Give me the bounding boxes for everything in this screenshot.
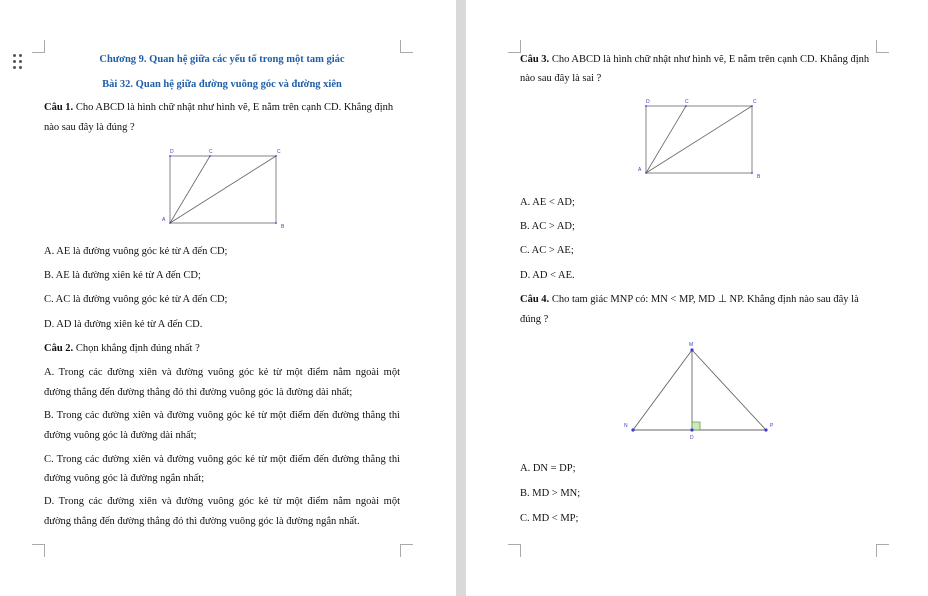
document-page-left <box>0 0 456 596</box>
point-label: D <box>646 99 650 105</box>
option-d-line-2: đường thẳng đến đường thẳng đó thì đường vuông góc là đường ngắn nhất. <box>44 516 360 527</box>
question-label: Câu 3. <box>520 54 550 65</box>
question-1-line-1 <box>44 101 393 115</box>
question-text: Cho ABCD là hình chữ nhật như hình vẽ, E nằm trên cạnh CD. Khẳng định <box>73 102 394 113</box>
point-marker <box>751 172 753 174</box>
point-marker <box>690 348 693 351</box>
option-c-line-1: C. Trong các đường xiên và đường vuông góc kẻ từ một điểm đến đường thẳng thì <box>44 454 400 465</box>
point-marker <box>275 222 277 224</box>
question-label: Câu 4. <box>520 294 550 305</box>
crop-mark <box>400 544 413 557</box>
point-marker <box>645 172 647 174</box>
question-4-line-2: đúng ? <box>520 314 549 325</box>
point-label: N <box>624 423 628 429</box>
question-text: Chọn khẳng định đúng nhất ? <box>73 343 200 354</box>
option-a-line-2: đường thẳng đến đường thẳng đó thì đường vuông góc là đường dài nhất; <box>44 387 353 398</box>
point-label: C <box>277 149 281 155</box>
point-label: A <box>638 167 642 173</box>
question-text: Cho tam giác MNP có: MN < MP, MD ⊥ NP. Khẳng định nào sau đây là <box>549 294 859 305</box>
option-b: B. AE là đường xiên kẻ từ A đến CD; <box>44 270 201 281</box>
point-marker <box>209 155 211 157</box>
chapter-title: Chương 9. Quan hệ giữa các yếu tố trong một tam giác <box>99 54 345 65</box>
option-c: C. AC là đường vuông góc kẻ từ A đến CD; <box>44 294 228 305</box>
crop-mark <box>508 544 521 557</box>
option-b: B. MD > MN; <box>520 488 581 499</box>
option-a: A. DN = DP; <box>520 463 576 474</box>
point-label: B <box>757 174 761 180</box>
point-marker <box>685 105 687 107</box>
point-label: C <box>753 99 757 105</box>
crop-mark <box>32 544 45 557</box>
question-2 <box>44 342 200 356</box>
option-c: C. MD < MP; <box>520 513 579 524</box>
rectangle-figure-q1 <box>160 148 290 230</box>
segment-ac <box>646 106 752 173</box>
point-marker <box>751 105 753 107</box>
triangle-figure-q4 <box>621 340 781 440</box>
option-b-line-2: đường vuông góc là đường dài nhất; <box>44 430 197 441</box>
question-3-line-1 <box>520 53 869 67</box>
option-c: C. AC > AE; <box>520 245 574 256</box>
option-d: D. AD là đường xiên kẻ từ A đến CD. <box>44 319 203 330</box>
point-label: P <box>770 423 774 429</box>
crop-mark <box>400 40 413 53</box>
point-marker <box>631 428 634 431</box>
point-marker <box>169 222 171 224</box>
document-page-right <box>466 0 928 596</box>
right-angle-marker <box>692 422 700 430</box>
point-marker <box>169 155 171 157</box>
point-marker <box>645 105 647 107</box>
point-label: C <box>209 149 213 155</box>
segment-ae <box>170 156 210 223</box>
point-label: M <box>689 342 694 348</box>
lesson-title: Bài 32. Quan hệ giữa đường vuông góc và đường xiên <box>102 79 342 90</box>
point-label: B <box>281 224 285 230</box>
option-d-line-1: D. Trong các đường xiên và đường vuông góc kẻ từ một điểm nằm ngoài một <box>44 496 400 507</box>
page-gutter <box>456 0 466 596</box>
crop-mark <box>508 40 521 53</box>
point-marker <box>690 428 693 431</box>
segment-mp <box>692 350 766 430</box>
point-label: C <box>685 99 689 105</box>
option-c-line-2: đường vuông góc là đường ngắn nhất; <box>44 473 205 484</box>
option-d: D. AD < AE. <box>520 270 575 281</box>
crop-mark <box>876 40 889 53</box>
segment-ac <box>170 156 276 223</box>
point-label: D <box>690 435 694 441</box>
option-b: B. AC > AD; <box>520 221 575 232</box>
rectangle-figure-q3 <box>636 98 766 180</box>
question-1-line-2: nào sau đây là đúng ? <box>44 122 135 133</box>
question-text: Cho ABCD là hình chữ nhật như hình vẽ, E nằm trên cạnh CD. Khẳng định <box>549 54 870 65</box>
question-label: Câu 2. <box>44 343 74 354</box>
segment-nm <box>633 350 692 430</box>
question-label: Câu 1. <box>44 102 74 113</box>
option-a-line-1: A. Trong các đường xiên và đường vuông góc kẻ từ một điểm nằm ngoài một <box>44 367 400 378</box>
crop-mark <box>876 544 889 557</box>
point-label: D <box>170 149 174 155</box>
point-marker <box>764 428 767 431</box>
question-4-line-1 <box>520 293 859 307</box>
option-b-line-1: B. Trong các đường xiên và đường vuông góc kẻ từ một điểm đến đường thẳng thì <box>44 410 400 421</box>
point-marker <box>275 155 277 157</box>
drag-handle-icon[interactable] <box>13 54 25 70</box>
point-label: A <box>162 217 166 223</box>
segment-ae <box>646 106 686 173</box>
option-a: A. AE là đường vuông góc kẻ từ A đến CD; <box>44 246 228 257</box>
crop-mark <box>32 40 45 53</box>
question-3-line-2: nào sau đây là sai ? <box>520 73 602 84</box>
option-a: A. AE < AD; <box>520 197 575 208</box>
